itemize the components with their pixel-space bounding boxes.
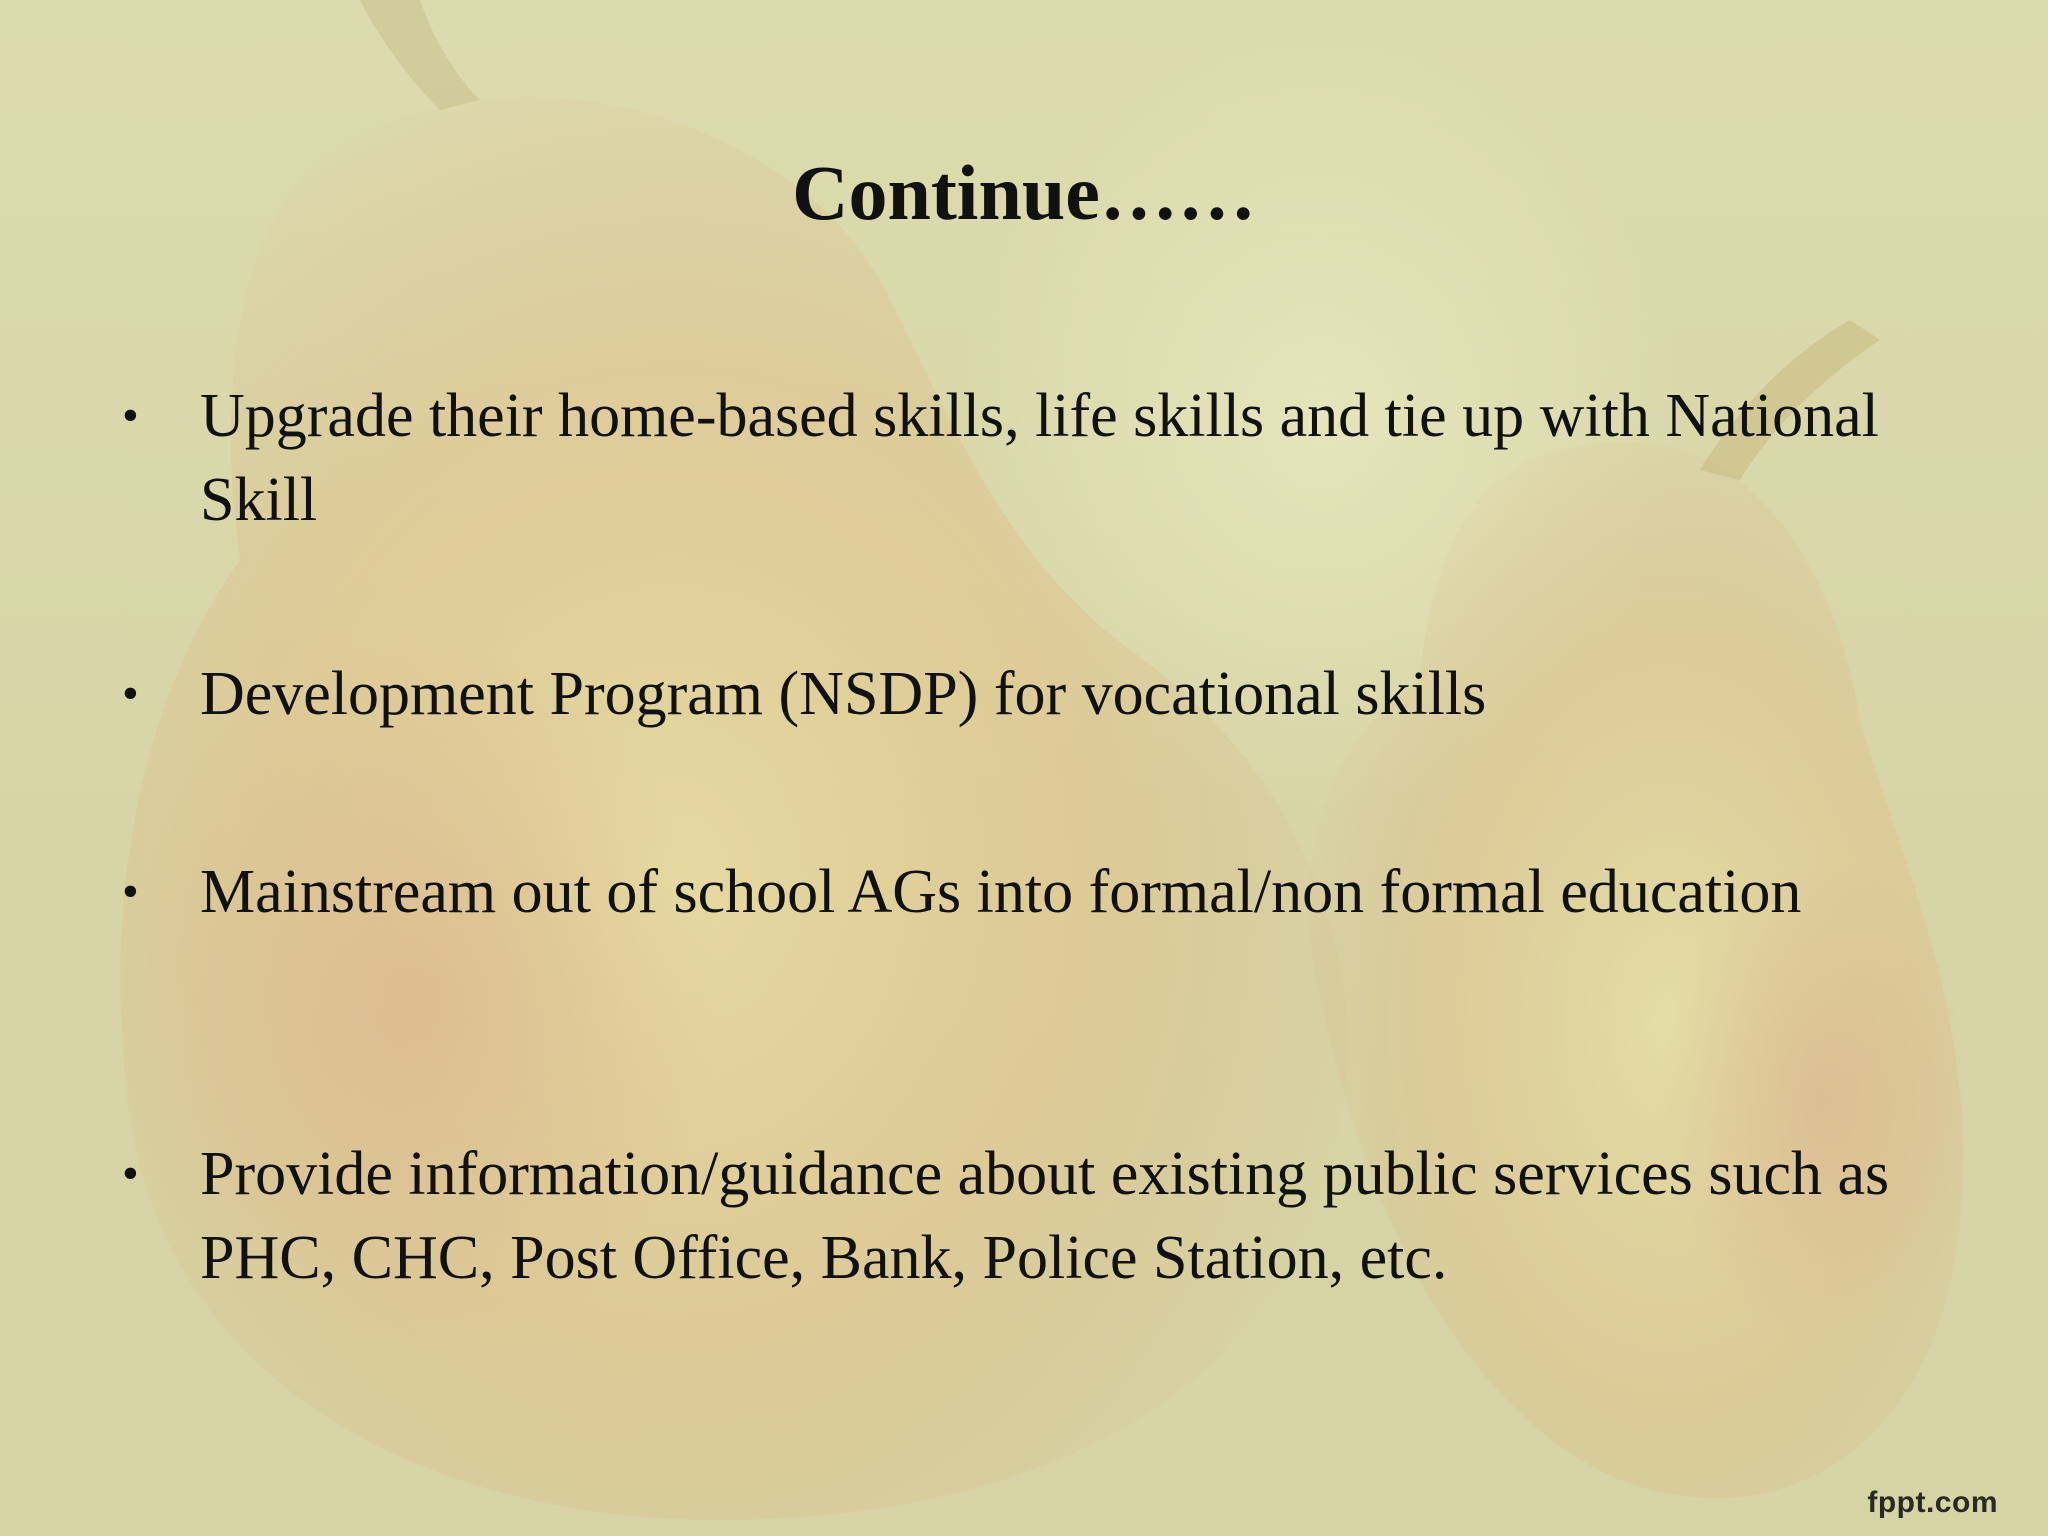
bullet-text: Upgrade their home-based skills, life skills and tie up with National Skill xyxy=(200,382,1879,534)
bullet-text: Development Program (NSDP) for vocational skills xyxy=(200,660,1487,728)
bullet-marker: • xyxy=(122,865,139,918)
bullet-item xyxy=(118,374,1958,542)
slide-title: Continue…… xyxy=(792,149,1256,236)
bullet-text: Mainstream out of school AGs into formal/non formal education xyxy=(200,858,1802,926)
bullet-marker: • xyxy=(122,1147,139,1200)
bullet-marker: • xyxy=(122,389,139,442)
bullet-item xyxy=(118,652,1958,736)
bullet-item xyxy=(118,1132,1958,1300)
bullet-text: Provide information/guidance about existing public services such as PHC, CHC, Post Office, Bank, Police Station, etc. xyxy=(200,1140,1890,1292)
left-pear-stem xyxy=(360,0,480,110)
bullet-marker: • xyxy=(122,667,139,720)
watermark-logo: fppt.com xyxy=(1867,1486,1998,1519)
bullet-item xyxy=(118,850,1958,934)
